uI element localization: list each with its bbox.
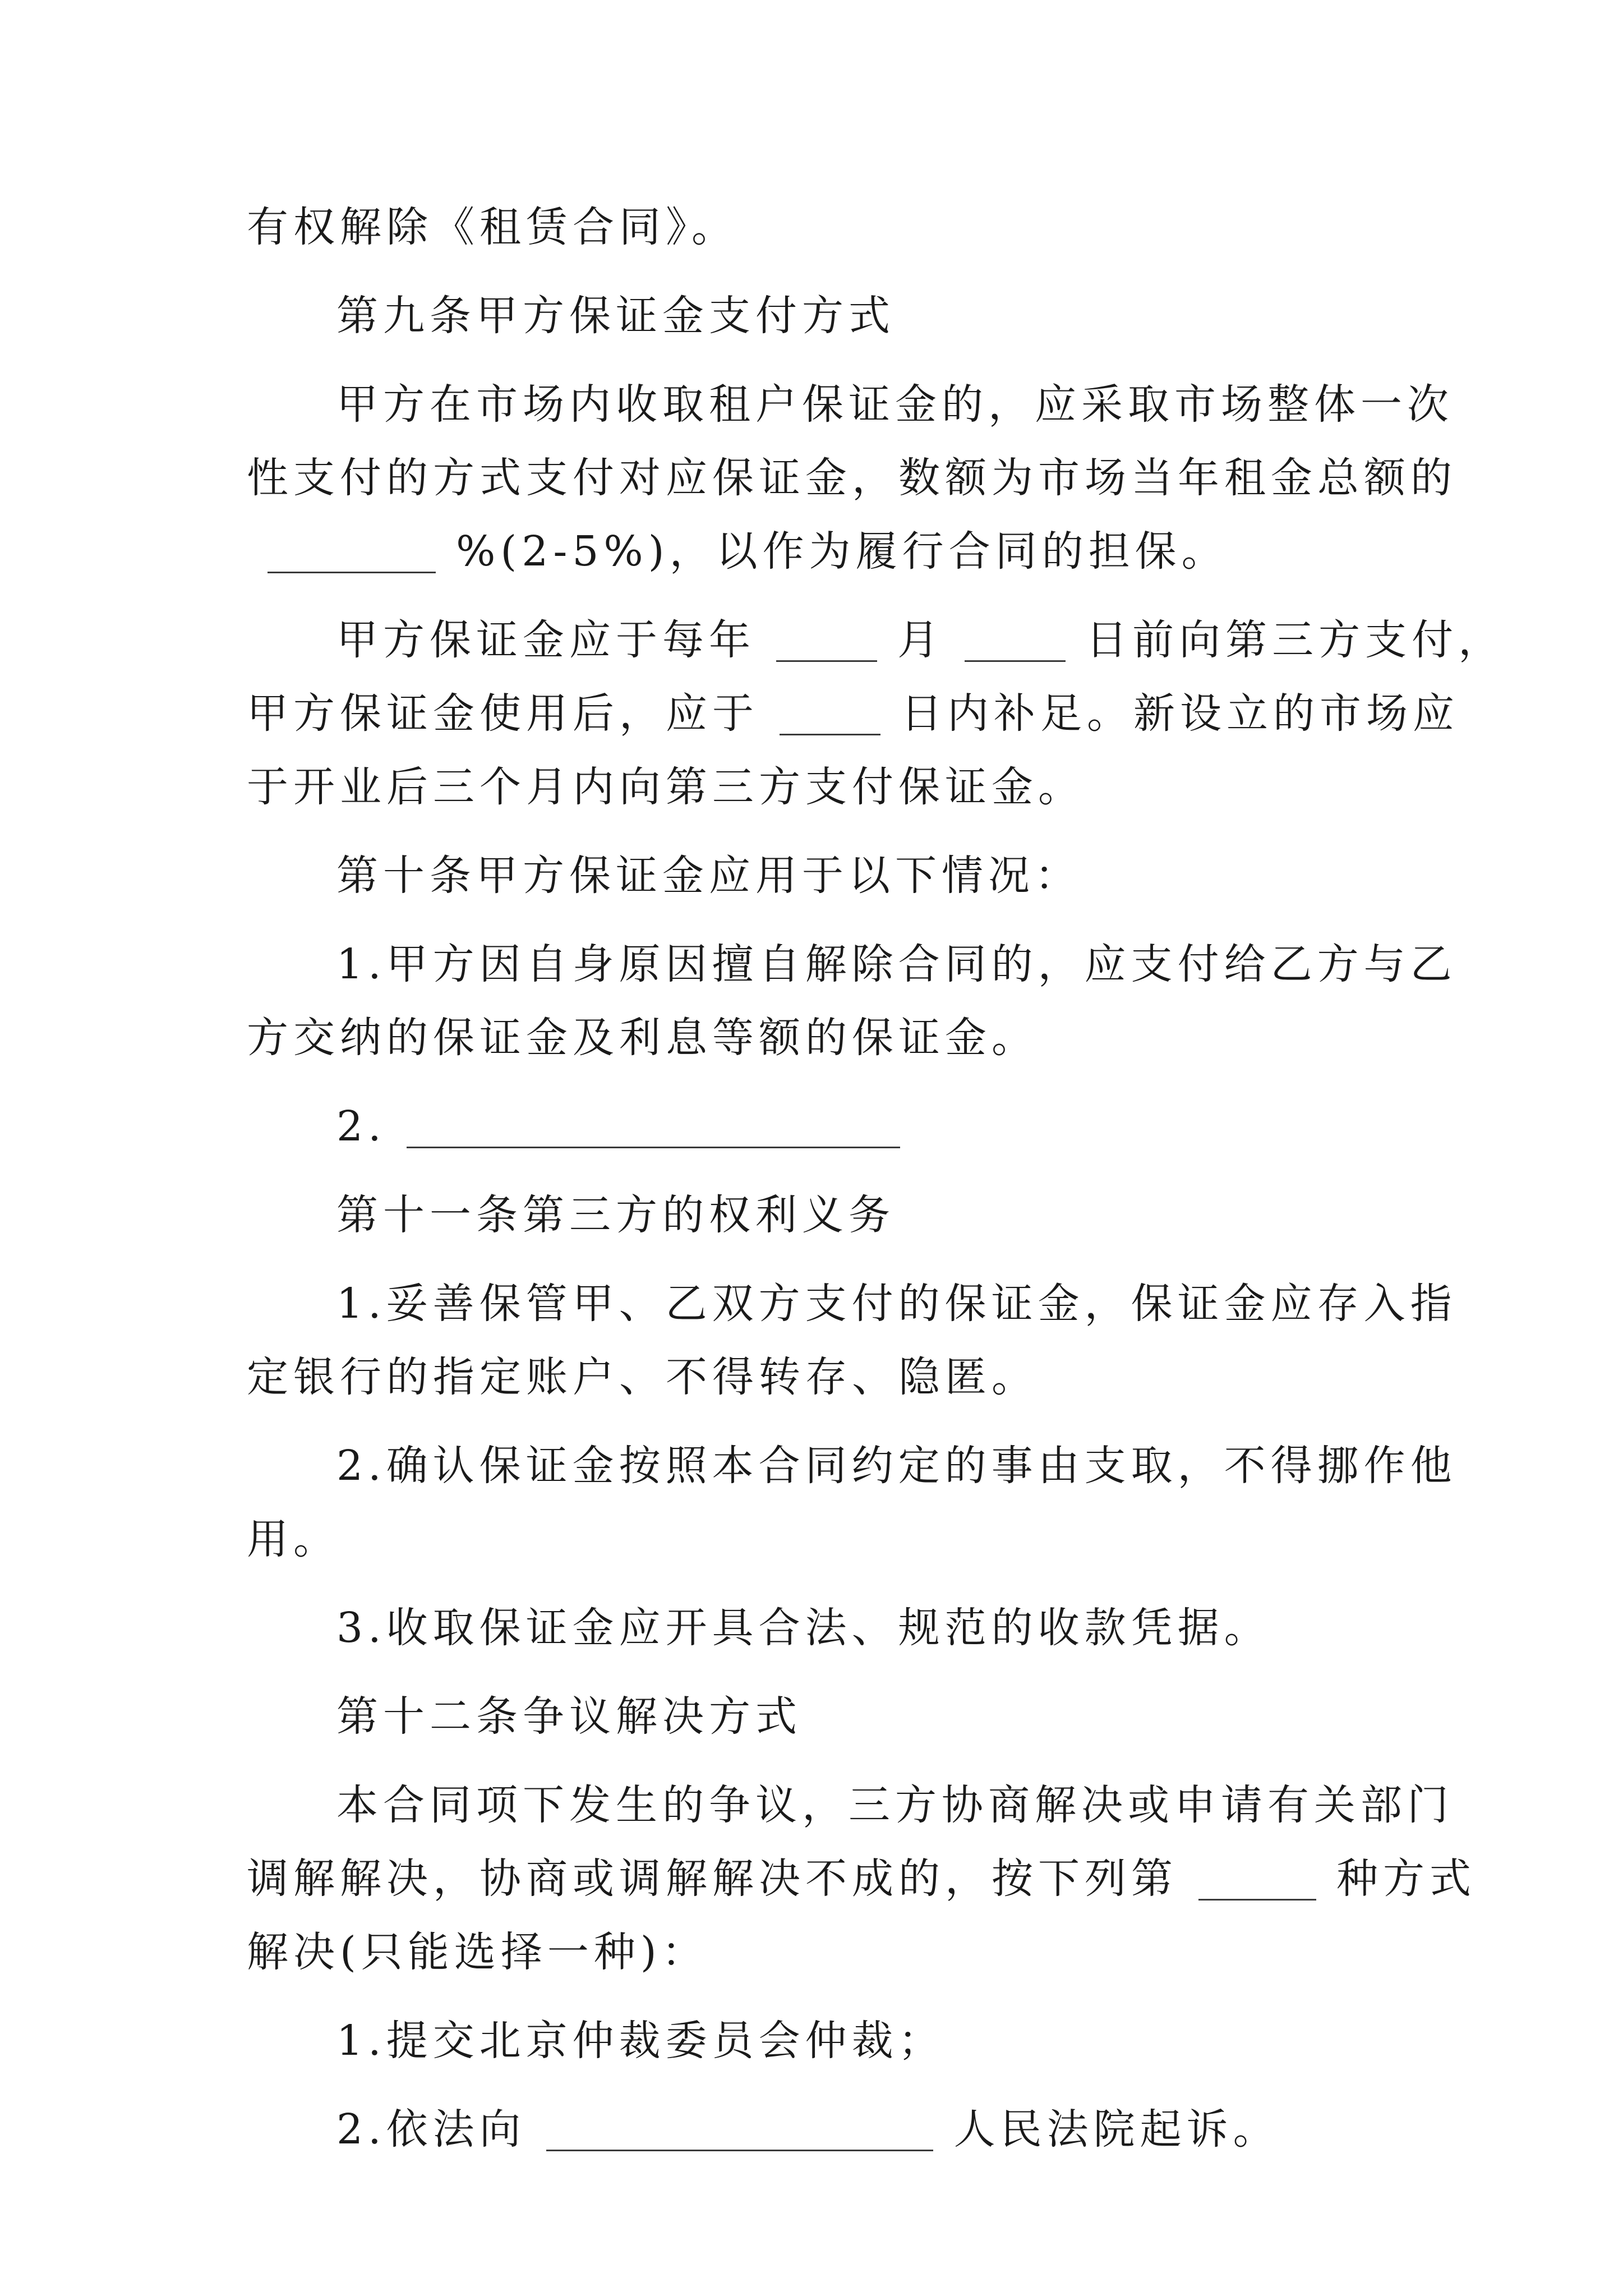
- text-span: 用。: [247, 1515, 340, 1563]
- text-span: 第十条甲方保证金应用于以下情况：: [336, 852, 1081, 900]
- text-span: 方交纳的保证金及利息等额的保证金。: [247, 1014, 1038, 1062]
- text-span: 第十二条争议解决方式: [336, 1692, 802, 1741]
- fill-in-blank: [546, 2096, 933, 2151]
- text-span: 日前向第三方支付，: [1086, 616, 1505, 664]
- text-span: 有权解除《租赁合同》。: [247, 203, 738, 251]
- text-span: 2.确认保证金按照本合同约定的事由支取，不得挪作他: [336, 1442, 1457, 1490]
- list-item: [0, 2007, 1623, 2074]
- text-span: 1.妥善保管甲、乙双方支付的保证金，保证金应存入指: [336, 1280, 1457, 1328]
- text-span: 于开业后三个月内向第三方支付保证金。: [247, 763, 1085, 811]
- text-span: 本合同项下发生的争议，三方协商解决或申请有关部门: [336, 1781, 1454, 1829]
- fill-in-blank: [965, 606, 1066, 662]
- section-heading: [0, 1181, 1623, 1249]
- list-item: [0, 1594, 1623, 1662]
- section-heading: [0, 1683, 1623, 1750]
- fill-in-blank: [268, 518, 436, 573]
- text-span: 第九条甲方保证金支付方式: [336, 292, 895, 340]
- text-span: 性支付的方式支付对应保证金，数额为市场当年租金总额的: [247, 454, 1457, 502]
- section-heading: [0, 842, 1623, 909]
- list-item: [0, 2096, 1623, 2163]
- text-span: 人民法院起诉。: [953, 2105, 1280, 2154]
- fill-in-blank: [1198, 1845, 1316, 1901]
- text-span: 甲方在市场内收取租户保证金的，应采取市场整体一次: [336, 380, 1454, 429]
- text-span: 1.甲方因自身原因擅自解除合同的，应支付给乙方与乙: [336, 940, 1457, 988]
- paragraph-line: [0, 518, 1623, 585]
- paragraph-line: [0, 371, 1623, 438]
- list-item: [0, 931, 1623, 998]
- text-span: 调解解决，协商或调解解决不成的，按下列第: [247, 1855, 1178, 1903]
- paragraph-line: [0, 1772, 1623, 1839]
- text-span: 甲方保证金使用后，应于: [247, 689, 759, 738]
- paragraph-line: [0, 194, 1623, 261]
- text-span: 解决(只能选择一种)：: [247, 1928, 708, 1976]
- text-span: 甲方保证金应于每年: [336, 616, 755, 664]
- paragraph-line: [0, 606, 1623, 674]
- section-heading: [0, 282, 1623, 349]
- text-span: 2.依法向: [336, 2105, 526, 2154]
- fill-in-blank: [780, 680, 880, 735]
- fill-in-blank: [407, 1093, 900, 1148]
- text-span: 3.收取保证金应开具合法、规范的收款凭据。: [336, 1604, 1271, 1652]
- paragraph-line: [0, 1506, 1623, 1573]
- paragraph-line: [0, 680, 1623, 747]
- text-span: 种方式: [1336, 1855, 1477, 1903]
- text-span: 2.: [336, 1102, 386, 1151]
- paragraph-line: [0, 1845, 1623, 1912]
- fill-in-blank: [776, 606, 877, 662]
- text-span: 第十一条第三方的权利义务: [336, 1191, 895, 1239]
- text-span: 日内补足。新设立的市场应: [901, 689, 1460, 738]
- paragraph-line: [0, 1343, 1623, 1411]
- list-item: [0, 1270, 1623, 1337]
- paragraph-line: [0, 1918, 1623, 1986]
- list-item: [0, 1432, 1623, 1499]
- text-span: %(2-5%)，以作为履行合同的担保。: [456, 527, 1228, 576]
- paragraph-line: [0, 444, 1623, 512]
- list-item: [0, 1093, 1623, 1160]
- paragraph-line: [0, 1004, 1623, 1071]
- paragraph-line: [0, 753, 1623, 821]
- text-span: 定银行的指定账户、不得转存、隐匿。: [247, 1353, 1038, 1401]
- text-span: 月: [897, 616, 944, 664]
- text-span: 1.提交北京仲裁委员会仲裁；: [336, 2017, 945, 2065]
